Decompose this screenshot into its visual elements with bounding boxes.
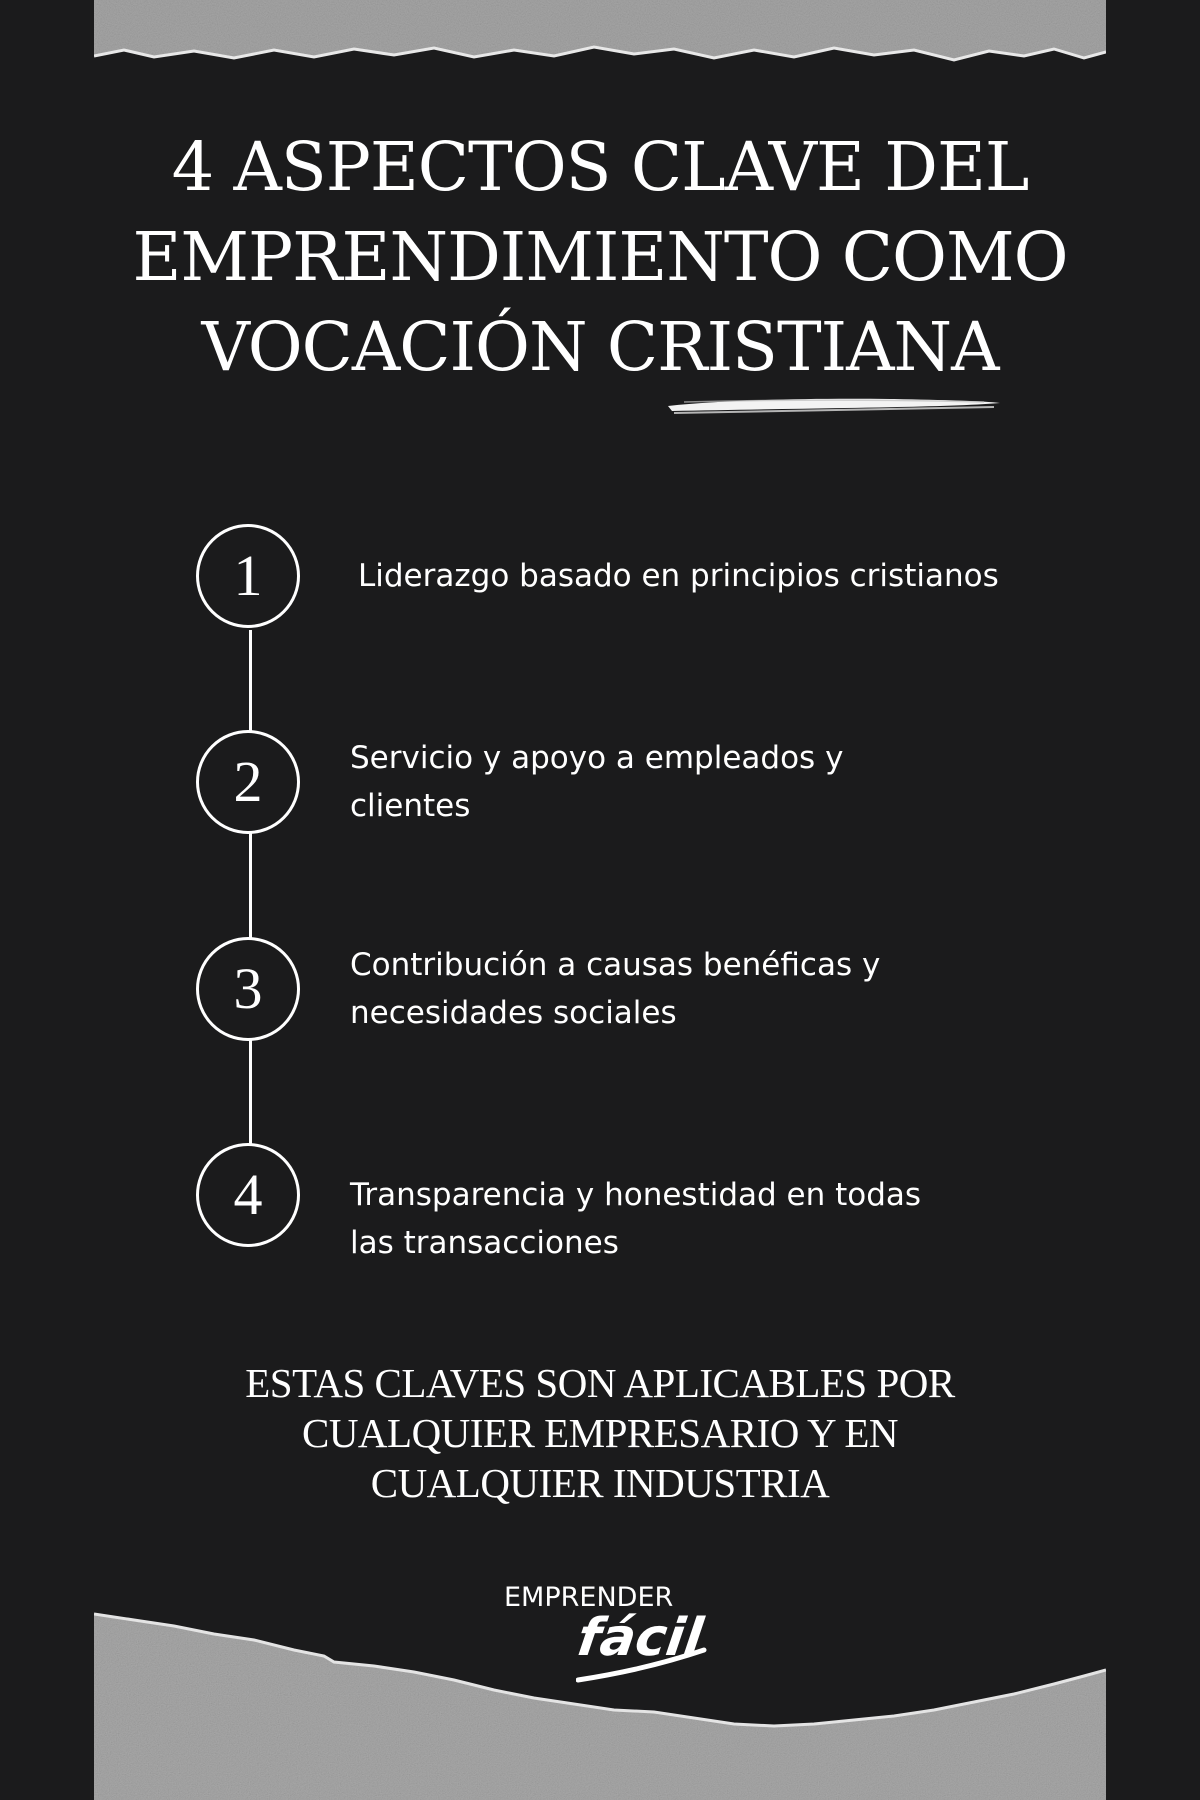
step-1-text — [358, 552, 1058, 600]
logo-text-script: fácil — [573, 1608, 707, 1668]
step-3-line-2: necesidades sociales — [350, 995, 677, 1031]
closing-line-3: CUALQUIER INDUSTRIA — [370, 1460, 830, 1506]
step-3-text — [350, 941, 1050, 1037]
timeline-connector — [249, 630, 252, 1144]
step-1-line: Liderazgo basado en principios cristianos — [358, 558, 999, 594]
logo-text-top: EMPRENDER — [504, 1582, 674, 1613]
closing-line-2: CUALQUIER EMPRESARIO Y EN — [301, 1410, 899, 1456]
step-2-line-1: Servicio y apoyo a empleados y — [350, 740, 844, 776]
title-line-1: 4 ASPECTOS CLAVE DEL — [171, 128, 1029, 206]
brush-underline — [664, 394, 1004, 418]
title-line-3: VOCACIÓN CRISTIANA — [201, 308, 999, 386]
closing-statement — [0, 1358, 1200, 1508]
page-title — [0, 122, 1200, 392]
torn-paper-top — [94, 0, 1106, 70]
step-2-number: 2 — [196, 730, 300, 834]
step-3-line-1: Contribución a causas benéficas y — [350, 947, 881, 983]
brand-logo[interactable] — [498, 1582, 708, 1692]
closing-line-1: ESTAS CLAVES SON APLICABLES POR — [245, 1360, 955, 1406]
step-1-number: 1 — [196, 524, 300, 628]
step-4-number: 4 — [196, 1143, 300, 1247]
step-2-line-2: clientes — [350, 788, 471, 824]
step-4-text — [350, 1171, 1050, 1267]
logo-swoosh-icon — [576, 1644, 708, 1684]
step-3-number: 3 — [196, 937, 300, 1041]
step-4-line-1: Transparencia y honestidad en todas — [350, 1177, 922, 1213]
step-4-line-2: las transacciones — [350, 1225, 619, 1261]
title-line-2: EMPRENDIMIENTO COMO — [132, 218, 1068, 296]
step-2-text — [350, 734, 1050, 830]
